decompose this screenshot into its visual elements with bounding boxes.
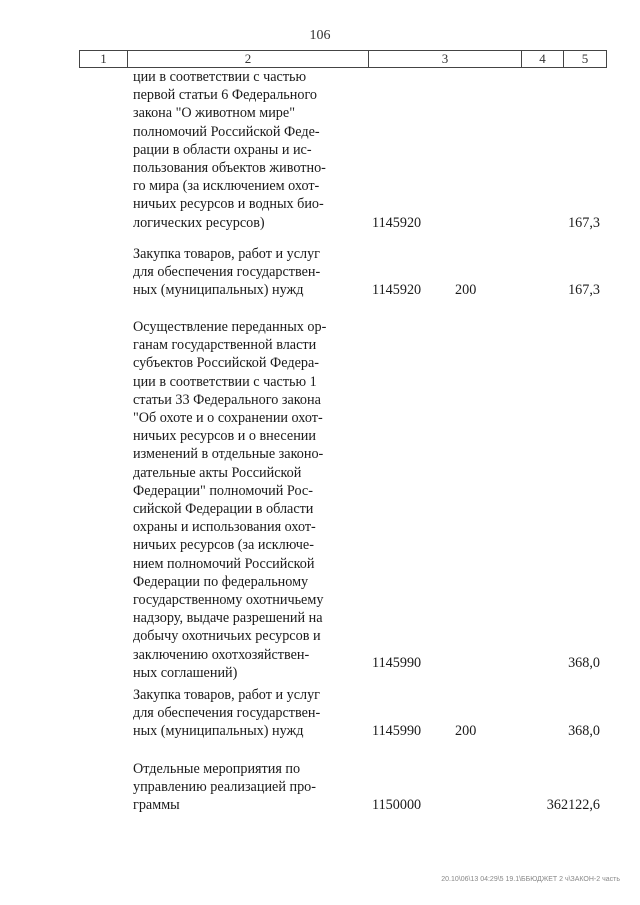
file-path-footer: 20.10\06\13 04:29\5 19.1\ББЮДЖЕТ 2 ч\ЗАКОН-2 часть: [441, 876, 620, 883]
page-number: 106: [309, 28, 331, 43]
row-description: Закупка товаров, работ и услуг для обеспечения государствен- ных (муниципальных) нужд: [133, 246, 321, 299]
row-code: 1145920: [372, 214, 422, 231]
row-description: ции в соответствии с частью первой статьи 6 Федерального закона "О животном мире" полномочий Российской Феде- рации в области охраны и ис- пользования объектов животно- го мира (за исключением охот- ничьих ресурсов и водных био- логических ресурсов): [133, 69, 326, 231]
column-header-2: 2: [127, 51, 368, 67]
column-header-3: 3: [368, 51, 521, 67]
row-amount: 368,0: [568, 723, 600, 740]
row-code: 1145990: [372, 723, 422, 740]
row-description: Осуществление переданных ор- ганам государственной власти субъектов Российской Федера- ции в соответствии с частью 1 статьи 33 Федерального закона "Об охоте и о сохранении охот- ничьих ресурсов и о внесении изменений в отдельные законо- дательные акты Российской Федерации" полномочий Рос- сийской Федерации в области охраны и использования охот- ничьих ресурсов (за исключе- нием полномочий Российской Федерации по федеральному государственному охотничьему надзору, выдаче разрешений на добычу охотничьих ресурсов и заключению охотхозяйствен- ных соглашений): [133, 319, 327, 681]
row-code: 1150000: [372, 797, 422, 814]
row-amount: 167,3: [568, 282, 600, 299]
table-header: [79, 50, 607, 68]
row-code: 1145990: [372, 655, 422, 671]
row-code: 1145920: [372, 282, 422, 299]
row-expense-type: 200: [455, 723, 477, 740]
row-amount: 362122,6: [546, 797, 600, 814]
column-header-1: 1: [79, 51, 127, 67]
column-header-4: 4: [521, 51, 563, 67]
column-header-5: 5: [563, 51, 607, 67]
row-amount: 167,3: [568, 214, 600, 231]
row-amount: 368,0: [568, 655, 600, 671]
row-description: Отдельные мероприятия по управлению реализацией про- граммы: [133, 761, 316, 814]
row-description: Закупка товаров, работ и услуг для обеспечения государствен- ных (муниципальных) нужд: [133, 687, 321, 740]
row-expense-type: 200: [455, 282, 477, 299]
